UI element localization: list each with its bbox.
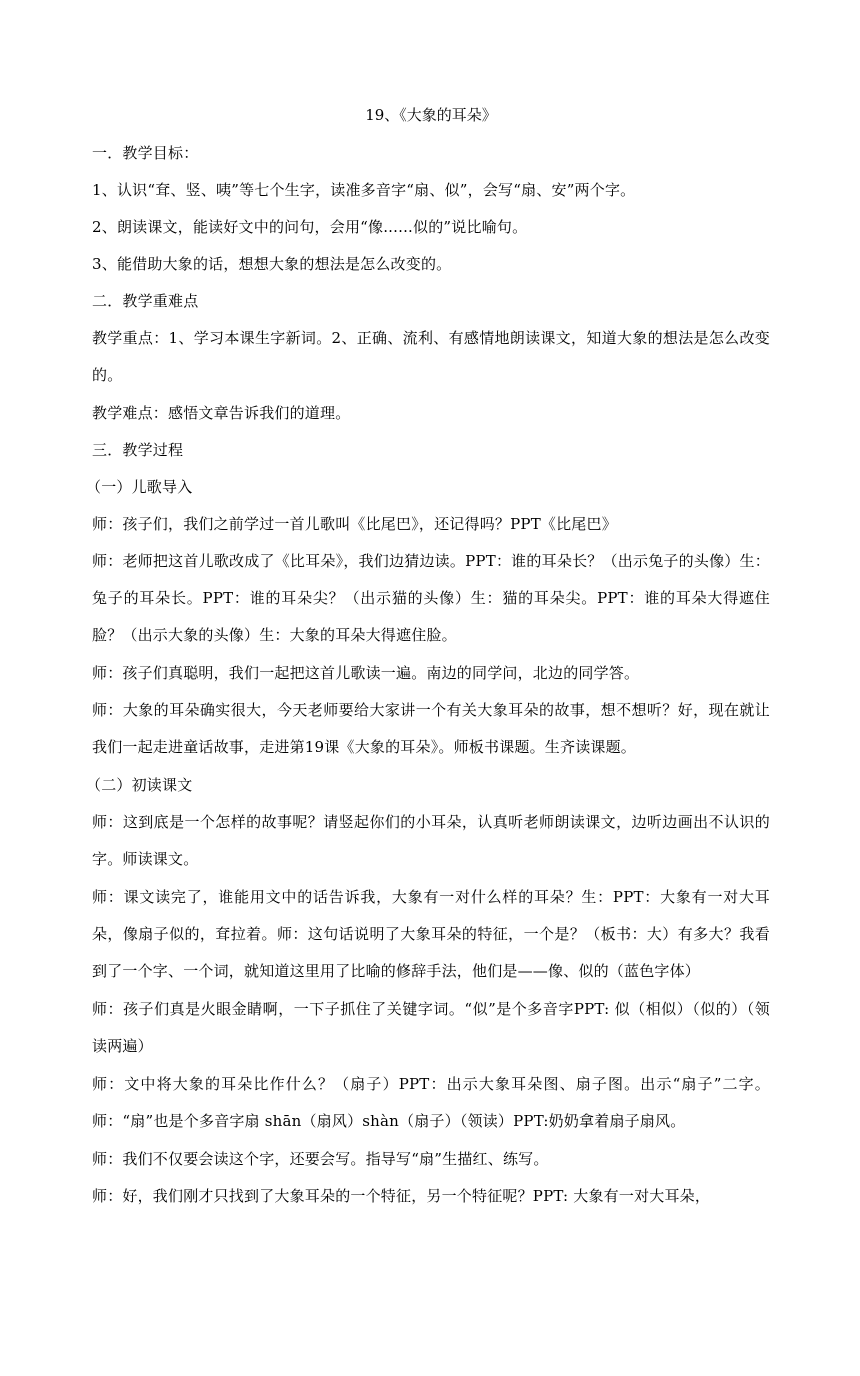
section-1-heading: （一）儿歌导入	[86, 478, 193, 496]
heading-key-points: 二．教学重难点	[92, 292, 199, 310]
section-2-heading: （二）初读课文	[86, 776, 193, 794]
paragraph: 师：孩子们真聪明，我们一起把这首儿歌读一遍。南边的同学问，北边的同学答。	[92, 664, 640, 682]
paragraph: 师：老师把这首儿歌改成了《比耳朵》，我们边猜边读。PPT：谁的耳朵长？（出示兔子的头像）生：兔子的耳朵长。PPT：谁的耳朵尖？（出示猫的头像）生：猫的耳朵尖。PPT：谁的耳朵大得遮住脸？（出示大象的头像）生：大象的耳朵大得遮住脸。	[92, 552, 770, 644]
document-body	[86, 102, 770, 1220]
difficult-point: 教学难点：感悟文章告诉我们的道理。	[92, 404, 351, 422]
paragraph: 师：大象的耳朵确实很大，今天老师要给大家讲一个有关大象耳朵的故事，想不想听？好，现在就让我们一起走进童话故事，走进第19课《大象的耳朵》。师板书课题。生齐读课题。	[92, 701, 770, 756]
objective-2: 2、朗读课文，能读好文中的问句，会用“像......似的”说比喻句。	[92, 218, 528, 236]
heading-process: 三．教学过程	[92, 441, 184, 459]
paragraph: 师：这到底是一个怎样的故事呢？请竖起你们的小耳朵，认真听老师朗读课文，边听边画出不认识的字。师读课文。	[92, 813, 770, 868]
document-title: 19、《大象的耳朵》	[365, 106, 497, 124]
key-point: 教学重点：1、学习本课生字新词。2、正确、流利、有感情地朗读课文，知道大象的想法是怎么改变的。	[92, 329, 770, 384]
objective-3: 3、能借助大象的话，想想大象的想法是怎么改变的。	[92, 255, 452, 273]
objective-1: 1、认识“耷、竖、咦”等七个生字，读准多音字“扇、似”，会写“扇、安”两个字。	[92, 181, 636, 199]
paragraph: 师：文中将大象的耳朵比作什么？（扇子）PPT：出示大象耳朵图、扇子图。出示“扇子”二字。师：“扇”也是个多音字扇 shān（扇风）shàn（扇子）（领读）PPT:奶奶拿着扇子扇风。	[92, 1075, 770, 1130]
paragraph: 师：孩子们真是火眼金睛啊，一下子抓住了关键字词。“似”是个多音字PPT: 似（相似）（似的）（领读两遍）	[92, 1000, 770, 1055]
paragraph: 师：课文读完了，谁能用文中的话告诉我，大象有一对什么样的耳朵？生：PPT：大象有一对大耳朵，像扇子似的，耷拉着。师：这句话说明了大象耳朵的特征，一个是？（板书：大）有多大？我看到了一个字、一个词，就知道这里用了比喻的修辞手法，他们是——像、似的（蓝色字体）	[92, 888, 770, 980]
heading-objectives: 一．教学目标：	[92, 144, 199, 162]
paragraph: 师：好，我们刚才只找到了大象耳朵的一个特征，另一个特征呢？PPT: 大象有一对大耳朵，	[92, 1187, 711, 1205]
paragraph: 师：我们不仅要会读这个字，还要会写。指导写“扇”生描红、练写。	[92, 1150, 549, 1168]
paragraph: 师：孩子们，我们之前学过一首儿歌叫《比尾巴》，还记得吗？PPT《比尾巴》	[92, 515, 617, 533]
